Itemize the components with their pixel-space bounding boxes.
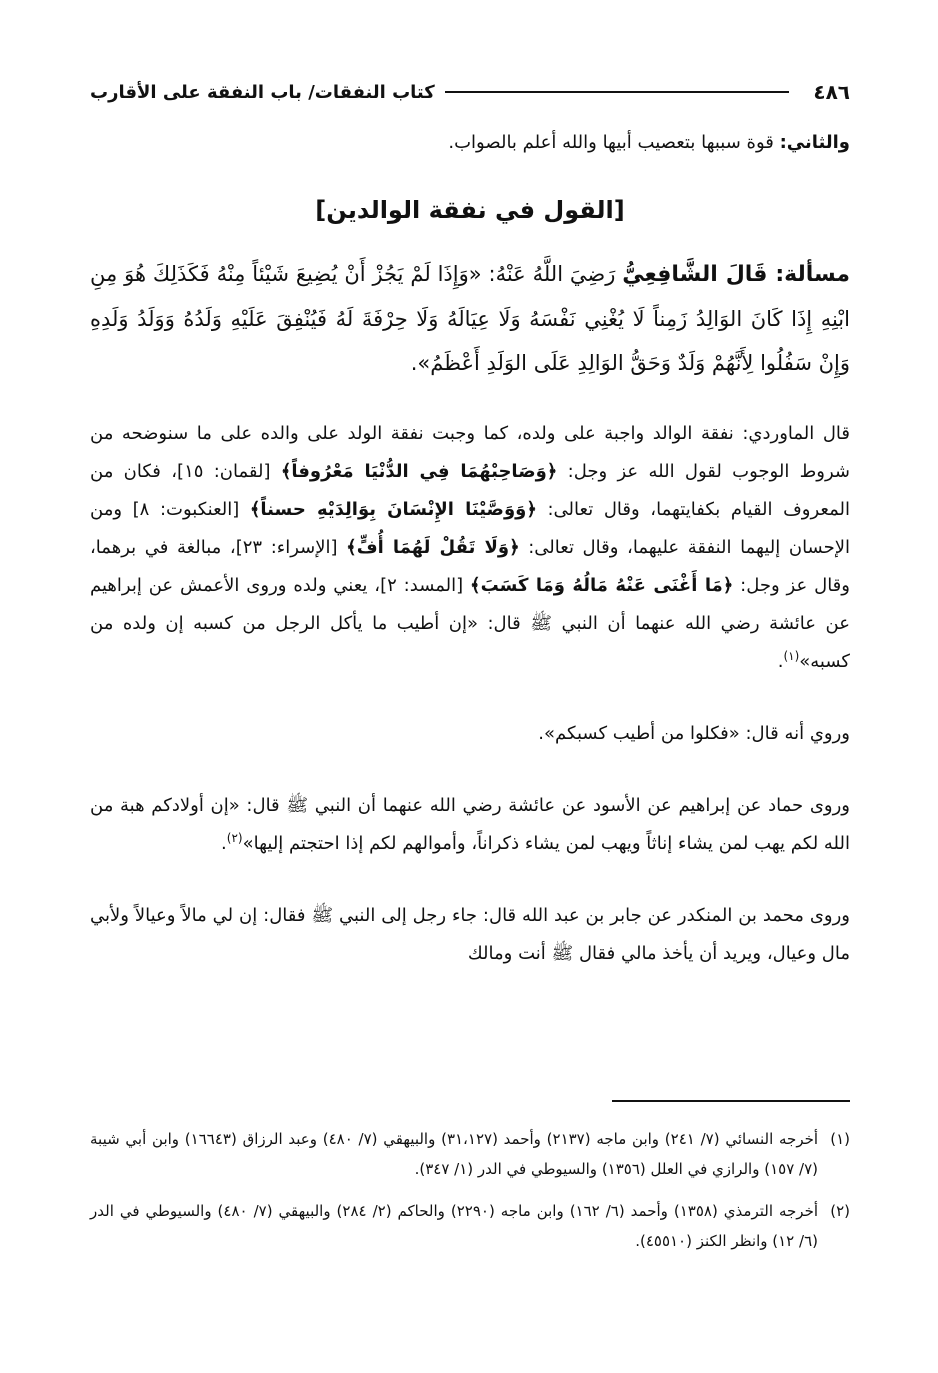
footnote-marker-2[interactable]: (٢) xyxy=(226,831,243,845)
footnote-text: أخرجه الترمذي (١٣٥٨) وأحمد (٦/ ١٦٢) وابن ماجه (٢٢٩٠) والحاكم (٢/ ٢٨٤) والبيهقي (٧/ ٤٨٠) والسيوطي في الدر (٦/ ١٢) وانظر الكنز (٤٥٥١٠). xyxy=(90,1202,819,1250)
jabir-paragraph: وروى محمد بن المنكدر عن جابر بن عبد الله قال: جاء رجل إلى النبي ﷺ فقال: إن لي مالاً وعيالاً ولأبي مال وعيال، ويريد أن يأخذ مالي فقال ﷺ أنت ومالك xyxy=(90,905,850,964)
header-rule xyxy=(445,91,790,93)
footnote-number: (١) xyxy=(830,1130,850,1148)
footnote-item xyxy=(90,1196,850,1256)
running-title: كتاب النفقات/ باب النفقة على الأقارب xyxy=(90,81,435,103)
quran-verse-4: ﴿مَا أَغْنَى عَنْهُ مَالُهُ وَمَا كَسَبَ﴾ xyxy=(470,575,734,596)
footnote-number: (٢) xyxy=(830,1202,850,1220)
running-header xyxy=(90,72,850,112)
mawardi-text-5: [المسد: ٢]، يعني ولده وروى الأعمش عن إبراهيم عن عائشة رضي الله عنهما أن النبي ﷺ قال: «إن أطيب ما يأكل الرجل من كسبه إن ولده من كسبه» xyxy=(90,575,850,672)
footnote-divider xyxy=(612,1100,850,1102)
mawardi-paragraph xyxy=(90,415,850,681)
hammad-text: وروى حماد عن إبراهيم عن الأسود عن عائشة رضي الله عنهما أن النبي ﷺ قال: «إن أولادكم هبة من الله لكم يهب لمن يشاء إناثاً ويهب لمن يشاء ذكراناً، وأموالهم لكم إذا احتجتم إليها» xyxy=(90,795,850,854)
mawardi-text-3: [العنكبوت: ٨] ومن الإحسان إليهما النفقة عليهما، وقال تعالى: xyxy=(90,499,850,558)
hammad-end: . xyxy=(221,833,227,854)
mawardi-text-2: [لقمان: ١٥]، فكان من المعروف القيام بكفايتهما، وقال تعالى: xyxy=(90,461,850,520)
section-title: [القول في نفقة الوالدين] xyxy=(315,196,625,224)
footnote-marker-1[interactable]: (١) xyxy=(783,649,800,663)
main-text xyxy=(90,120,850,973)
rowi-paragraph: وروي أنه قال: «فكلوا من أطيب كسبكم». xyxy=(538,723,850,744)
mawardi-text-1: قال الماوردي: نفقة الوالد واجبة على ولده، كما وجبت نفقة الولد على والده على ما سنوضحه من شروط الوجوب لقول الله عز وجل: xyxy=(90,423,850,482)
masala-text: رَضِيَ اللَّهُ عَنْهُ: «وَإِذَا لَمْ يَجُزْ أَنْ يُضِيعَ شَيْئاً مِنْهُ فَكَذَلِكَ هُوَ مِنِ ابْنِهِ إِذَا كَانَ الوَالِدُ زَمِناً لَا يُغْنِي نَفْسَهُ وَلَا عِيَالَهُ وَلَا حِرْفَةَ لَهُ فَيُنْفِقَ عَلَيْهِ وَلَدُهُ وَوَلَدُ وَلَدِهِ وَإِنْ سَفُلُوا لِأَنَّهُمْ وَلَدٌ وَحَقُّ الوَالِدِ عَلَى الوَلَدِ أَعْظَمُ». xyxy=(90,262,850,375)
footnote-text: أخرجه النسائي (٧/ ٢٤١) وابن ماجه (٢١٣٧) وأحمد (٣١،١٢٧) والبيهقي (٧/ ٤٨٠) وعبد الرزاق (١٦٦٤٣) وابن أبي شيبة (٧/ ١٥٧) والرازي في العلل (١٣٥٦) والسيوطي في الدر (١/ ٣٤٧). xyxy=(90,1130,819,1178)
intro-text: قوة سببها بتعصيب أبيها والله أعلم بالصواب. xyxy=(448,132,780,153)
footnotes xyxy=(90,1124,850,1268)
mawardi-end: . xyxy=(777,651,784,672)
intro-lead: والثاني: xyxy=(779,132,850,153)
page-number: ٤٨٦ xyxy=(813,80,850,104)
quran-verse-3: ﴿وَلَا تَقُلْ لَهُمَا أُفٍّ﴾ xyxy=(346,537,520,558)
mawardi-text-4: [الإسراء: ٢٣]، مبالغة في برهما، وقال عز وجل: xyxy=(90,537,850,596)
quran-verse-2: ﴿وَوَصَّيْنَا الإِنْسَانَ بِوَالِدَيْهِ حسناً﴾ xyxy=(249,499,537,520)
footnote-item xyxy=(90,1124,850,1184)
masala-lead: مسألة: قَالَ الشَّافِعِيُّ xyxy=(622,262,850,287)
quran-verse-1: ﴿وَصَاحِبْهُمَا فِي الدُّنْيَا مَعْرُوفاً﴾ xyxy=(280,461,558,482)
intro-paragraph xyxy=(90,124,850,162)
hammad-paragraph xyxy=(90,787,850,863)
masala-paragraph xyxy=(90,252,850,385)
